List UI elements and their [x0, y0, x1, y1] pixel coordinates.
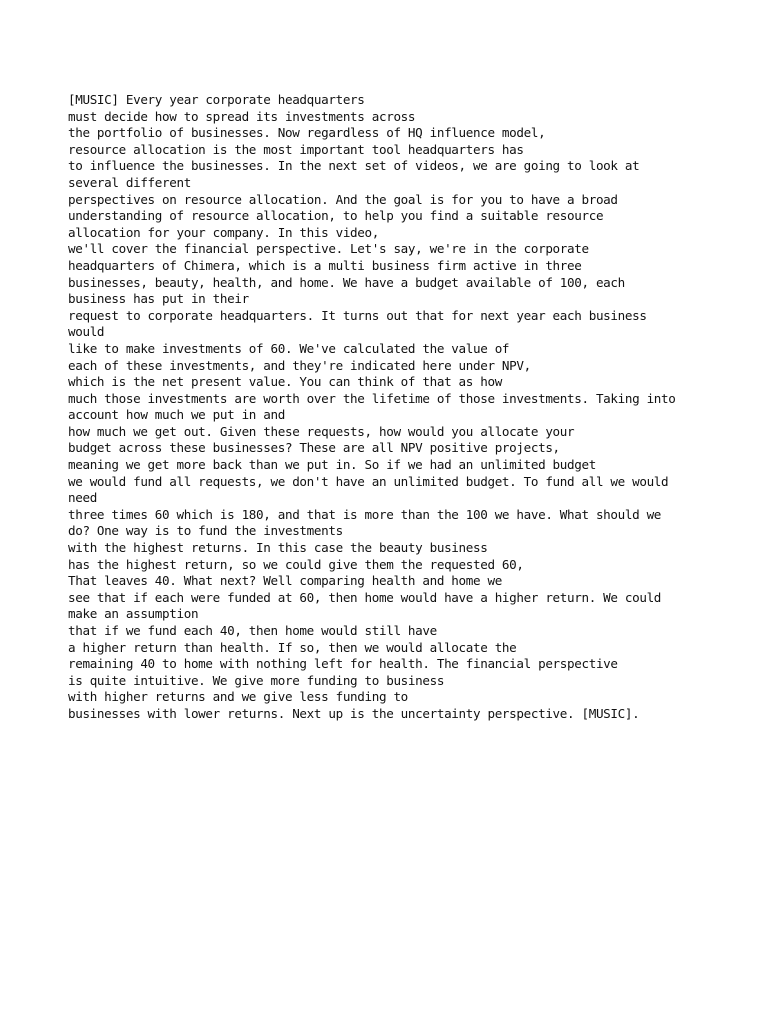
transcript-line: is quite intuitive. We give more funding to business — [68, 672, 445, 688]
transcript-line: [MUSIC] Every year corporate headquarters — [68, 92, 365, 107]
transcript-line: much those investments are worth over the lifetime of those investments. Taking into — [68, 390, 676, 406]
transcript-line: perspectives on resource allocation. And the goal is for you to have a broad — [68, 191, 618, 207]
transcript-line: has the highest return, so we could give them the requested 60, — [68, 556, 524, 572]
transcript-line: we'll cover the financial perspective. Let's say, we're in the corporate — [68, 241, 589, 257]
transcript-line: request to corporate headquarters. It turns out that for next year each business — [68, 307, 647, 323]
transcript-line: several different — [68, 174, 191, 190]
transcript-line: remaining 40 to home with nothing left for health. The financial perspective — [68, 656, 618, 672]
transcript-line: how much we get out. Given these requests, how would you allocate your — [68, 423, 575, 439]
transcript-line: like to make investments of 60. We've calculated the value of — [68, 340, 510, 356]
transcript-line: that if we fund each 40, then home would still have — [68, 623, 437, 638]
transcript-text — [68, 92, 758, 723]
transcript-line: make an assumption — [68, 606, 199, 622]
transcript-line: That leaves 40. What next? Well comparing health and home we — [68, 573, 502, 589]
transcript-line: with the highest returns. In this case the beauty business — [68, 540, 488, 556]
transcript-line: account how much we put in and — [68, 407, 285, 423]
transcript-line: must decide how to spread its investments across — [68, 108, 416, 124]
transcript-line: understanding of resource allocation, to help you find a suitable resource — [68, 208, 604, 224]
transcript-line: with higher returns and we give less funding to — [68, 689, 408, 705]
transcript-line: business has put in their — [68, 291, 249, 307]
transcript-line: businesses with lower returns. Next up is the uncertainty perspective. [MUSIC]. — [68, 705, 640, 721]
transcript-line: the portfolio of businesses. Now regardless of HQ influence model, — [68, 125, 546, 141]
transcript-line: each of these investments, and they're indicated here under NPV, — [68, 357, 531, 373]
transcript-line: do? One way is to fund the investments — [68, 523, 343, 539]
transcript-line: which is the net present value. You can think of that as how — [68, 374, 502, 390]
transcript-line: would — [68, 324, 105, 340]
transcript-line: three times 60 which is 180, and that is more than the 100 we have. What should we — [68, 506, 662, 522]
transcript-line: businesses, beauty, health, and home. We have a budget available of 100, each — [68, 274, 625, 290]
transcript-line: budget across these businesses? These are all NPV positive projects, — [68, 440, 560, 456]
transcript-line: see that if each were funded at 60, then home would have a higher return. We could — [68, 589, 662, 605]
transcript-line: we would fund all requests, we don't have an unlimited budget. To fund all we would — [68, 473, 669, 489]
transcript-line: a higher return than health. If so, then we would allocate the — [68, 639, 517, 655]
transcript-line: to influence the businesses. In the next set of videos, we are going to look at — [68, 158, 640, 174]
transcript-line: allocation for your company. In this video, — [68, 224, 379, 240]
transcript-line: meaning we get more back than we put in. So if we had an unlimited budget — [68, 457, 596, 473]
transcript-line: headquarters of Chimera, which is a multi business firm active in three — [68, 257, 582, 273]
transcript-line: need — [68, 490, 97, 506]
transcript-line: resource allocation is the most important tool headquarters has — [68, 141, 524, 157]
